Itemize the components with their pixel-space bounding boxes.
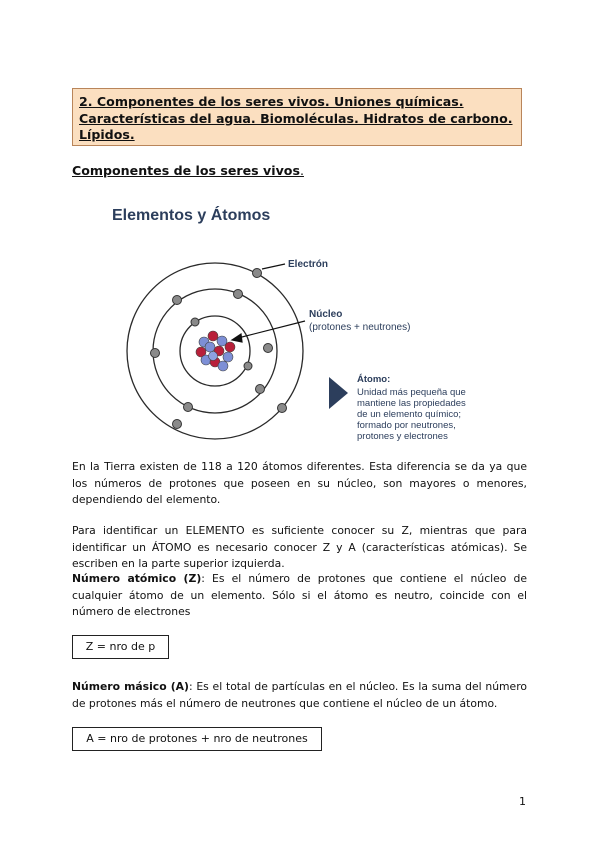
neutron — [218, 361, 228, 371]
definition-text — [357, 387, 466, 442]
section-heading-text: Componentes de los seres vivos — [72, 163, 300, 178]
document-title-box — [72, 88, 522, 146]
document-title: 2. Componentes de los seres vivos. Uniones químicas. Características del agua. Biomoléculas. Hidratos de carbono. Lípidos. — [79, 94, 513, 142]
nucleus — [196, 331, 235, 371]
nucleus-detail-label: (protones + neutrones) — [309, 322, 411, 333]
mass-number-formula: A = nro de protones + nro de neutrones — [72, 727, 322, 751]
definition-title: Átomo: — [357, 374, 391, 385]
electron — [264, 344, 273, 353]
definition-line: formado por neutrones, — [357, 420, 456, 431]
nucleus-label: Núcleo — [309, 309, 343, 320]
electron — [151, 349, 160, 358]
definition-line: de un elemento químico; — [357, 409, 462, 420]
atom-diagram — [100, 196, 500, 446]
definition-line: Unidad más pequeña que — [357, 387, 466, 398]
electron — [173, 296, 182, 305]
proton — [208, 331, 218, 341]
electron — [253, 269, 262, 278]
electron — [234, 290, 243, 299]
nucleus-callout-line — [238, 321, 305, 338]
electron — [191, 318, 199, 326]
electron — [278, 404, 287, 413]
mass-number-definition: : Es el total de partículas en el núcleo. Es la suma del número de protones más el número de neutrones que contiene el núcleo de un átomo. — [72, 680, 528, 710]
paragraph-atoms-count: En la Tierra existen de 118 a 120 átomos diferentes. Esta diferencia se da ya que los números de protones que poseen en su núcleo, son mayores o menores, dependiendo del elemento. — [72, 460, 527, 506]
electron — [256, 385, 265, 394]
atomic-number-definition: : Es el número de protones que contiene el núcleo de cualquier átomo de un elemento. Sólo si el átomo es neutro, coincide con el número de electrones — [72, 572, 528, 618]
neutron — [223, 352, 233, 362]
section-heading — [72, 163, 304, 178]
atomic-number-term: Número atómico (Z) — [72, 572, 202, 585]
neutron — [205, 342, 215, 352]
electron — [244, 362, 252, 370]
electron-callout-line — [262, 264, 285, 269]
nucleus-callout-arrowhead — [232, 334, 242, 342]
figure-title: Elementos y Átomos — [112, 207, 271, 224]
paragraph-mass-number — [72, 679, 527, 712]
page-number: 1 — [519, 795, 526, 808]
paragraph-element-vs-atom: Para identificar un ELEMENTO es suficiente conocer su Z, mientras que para identificar un ÁTOMO es necesario conocer Z y A (características atómicas). Se escriben en la parte superior izquierda. — [72, 524, 527, 570]
neutron — [209, 352, 218, 361]
electron-label: Electrón — [288, 259, 329, 270]
electron — [184, 403, 193, 412]
section-heading-period: . — [299, 163, 304, 178]
definition-line: mantiene las propiedades — [357, 398, 466, 409]
paragraph-atomic-number — [72, 571, 527, 621]
proton — [225, 342, 235, 352]
definition-line: protones y electrones — [357, 431, 448, 442]
mass-number-term: Número másico (A) — [72, 680, 189, 693]
atomic-number-formula: Z = nro de p — [72, 635, 169, 659]
definition-marker-triangle — [329, 377, 348, 409]
electron — [173, 420, 182, 429]
